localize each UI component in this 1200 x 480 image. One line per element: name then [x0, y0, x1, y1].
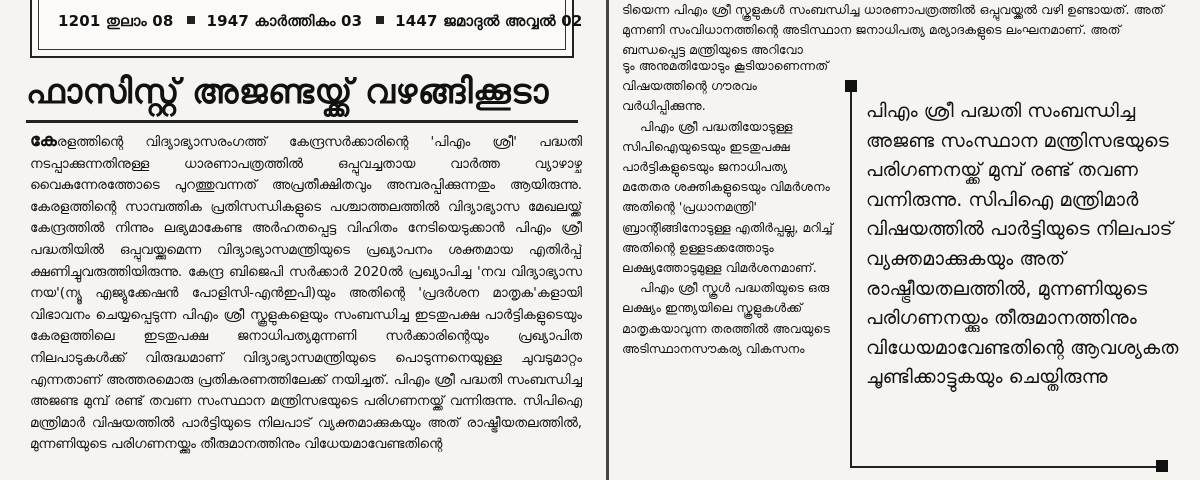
pull-quote-left-rule	[850, 92, 852, 467]
pull-quote: പിഎം ശ്രീ പദ്ധതി സംബന്ധിച്ച അജണ്ട സംസ്ഥാന മന്ത്രിസഭയുടെ പരിഗണനയ്ക്ക് മുമ്പ് രണ്ട് തവണ വന്നിരുന്നു. സിപിഐ മന്ത്രിമാർ വിഷയത്തിൽ പാർട്ടിയുടെ നിലപാട് വ്യക്തമാക്കുകയും അത് രാഷ്ട്രീയതലത്തിൽ, മുന്നണിയുടെ പരിഗണനയ്ക്കും തീരുമാനത്തിനും വിധേയമാവേണ്ടതിന്റെ ആവശ്യകത ചൂണ്ടിക്കാട്ടുകയും ചെയ്തിരുന്നു	[866, 99, 1179, 389]
drop-lead-word: കേ	[30, 130, 57, 151]
column-divider	[606, 0, 609, 480]
article-column-2	[622, 56, 836, 480]
pull-quote-bottom-rule	[850, 466, 1160, 468]
pull-quote-corner-square-top	[845, 80, 857, 92]
date-saka-era: 1947 കാർത്തികം 03	[206, 12, 363, 30]
date-hijri-era: 1447 ജമാദുൽ അവ്വൽ 02	[395, 12, 583, 30]
paragraph: ടും അനുമതിയോടും കൂടിയാണെന്നത് വിഷയത്തിന്റെ ഗൗരവം വർധിപ്പിക്കുന്നു.	[622, 58, 829, 114]
date-malayalam-era: 1201 തുലാം 08	[58, 12, 174, 30]
date-line	[58, 12, 583, 30]
paragraph: പിഎം ശ്രീ പദ്ധതിയോടുള്ള സിപിഐയുടെയും ഇടതുപക്ഷ പാർട്ടികളുടെയും ജനാധിപത്യ മതേതര ശക്തികളുടെയും വിമർശനം അതിന്റെ 'പ്രധാനമന്ത്രി' ബ്രാന്റിങ്ങിനോടുള്ള എതിർപ്പല്ല, മറിച്ച് അതിന്റെ ഉള്ളടക്കത്തോടും ലക്ഷ്യത്തോടുമുള്ള വിമർശനമാണ്.	[622, 118, 833, 276]
square-bullet-icon	[187, 16, 195, 24]
square-bullet-icon	[376, 16, 384, 24]
editorial-headline: ഫാസിസ്റ്റ് അജണ്ടയ്ക്ക് വഴങ്ങിക്കൂടാ	[26, 72, 549, 112]
headline-underline	[26, 120, 578, 123]
article-column-1-text: രളത്തിന്റെ വിദ്യാഭ്യാസരംഗത്ത് കേന്ദ്രസർക്കാരിന്റെ 'പിഎം ശ്രീ' പദ്ധതി നടപ്പാക്കുന്നതിനുള്ള ധാരണാപത്രത്തിൽ ഒപ്പുവച്ചതായ വാർത്ത വ്യാഴാഴ്ച വൈകുന്നേരത്തോടെ പുറത്തുവന്നത് അപ്രതീക്ഷിതവും അമ്പരപ്പിക്കുന്നതും ആയിരുന്നു. കേരളത്തിന്റെ സാമ്പത്തിക പ്രതിസന്ധികളുടെ പശ്ചാത്തലത്തിൽ വിദ്യാഭ്യാസ മേഖലയ്ക്ക് കേന്ദ്രത്തിൽ നിന്നും ലഭ്യമാകേണ്ട അർഹതപ്പെട്ട വിഹിതം നേടിയെടുക്കാൻ പിഎം ശ്രീ പദ്ധതിയിൽ ഒപ്പുവയ്ക്കുമെന്ന വിദ്യാഭ്യാസമന്ത്രിയുടെ പ്രഖ്യാപനം ശക്തമായ എതിർപ്പ് ക്ഷണിച്ചുവരുത്തിയിരുന്നു. കേന്ദ്ര ബിജെപി സർക്കാർ 2020ൽ പ്രഖ്യാപിച്ച 'നവ വിദ്യാഭ്യാസ നയ'(ന്യൂ എജ്യുക്കേഷൻ പോളിസി-എൻഇപി)യും അതിന്റെ 'പ്രദർശന മാതൃക'കളായി വിഭാവനം ചെയ്യപ്പെടുന്ന പിഎം ശ്രീ സ്കൂളുകളെയും സംബന്ധിച്ച ഇടതുപക്ഷ പാർട്ടികളുടെയും കേരളത്തിലെ ഇടതുപക്ഷ ജനാധിപത്യമുന്നണി സർക്കാരിന്റെയും പ്രഖ്യാപിത നിലപാടുകൾക്ക് വിരുദ്ധമാണ് വിദ്യാഭ്യാസമന്ത്രിയുടെ പൊടുന്നനെയുള്ള ചുവടുമാറ്റം എന്നതാണ് അത്തരമൊരു പ്രതികരണത്തിലേക്ക് നയിച്ചത്. പിഎം ശ്രീ പദ്ധതി സംബന്ധിച്ച അജണ്ട മുമ്പ് രണ്ട് തവണ സംസ്ഥാന മന്ത്രിസഭയുടെ പരിഗണനയ്ക്ക് വന്നിരുന്നു. സിപിഐ മന്ത്രിമാർ വിഷയത്തിൽ പാർട്ടിയുടെ നിലപാട് വ്യക്തമാക്കുകയും അത് രാഷ്ട്രീയതലത്തിൽ, മുന്നണിയുടെ പരിഗണനയ്ക്കും തീരുമാനത്തിനും വിധേയമാവേണ്ടതിന്റെ	[30, 135, 582, 453]
article-column-2-top: ടിയെന്ന പിഎം ശ്രീ സ്കൂളുകൾ സംബന്ധിച്ച ധാരണാപത്രത്തിൽ ഒപ്പുവയ്ക്കൽ വഴി ഉണ്ടായത്. അത് മുന്നണി സംവിധാനത്തിന്റെ അടിസ്ഥാന ജനാധിപത്യ മര്യാദകളുടെ ലംഘനമാണ്. അത് ബന്ധപ്പെട്ട മന്ത്രിയുടെ അറിവോ	[622, 2, 1164, 57]
pull-quote-corner-square-bottom	[1156, 460, 1168, 472]
paragraph: പിഎം ശ്രീ സ്കൂൾ പദ്ധതിയുടെ ഒരു ലക്ഷ്യം ഇന്ത്യയിലെ സ്കൂളുകൾക്ക് മാതൃകയാവുന്ന തരത്തിൽ അവയുടെ അടിസ്ഥാനസൗകര്യ വികസനം	[622, 280, 830, 356]
article-column-1	[30, 130, 582, 480]
